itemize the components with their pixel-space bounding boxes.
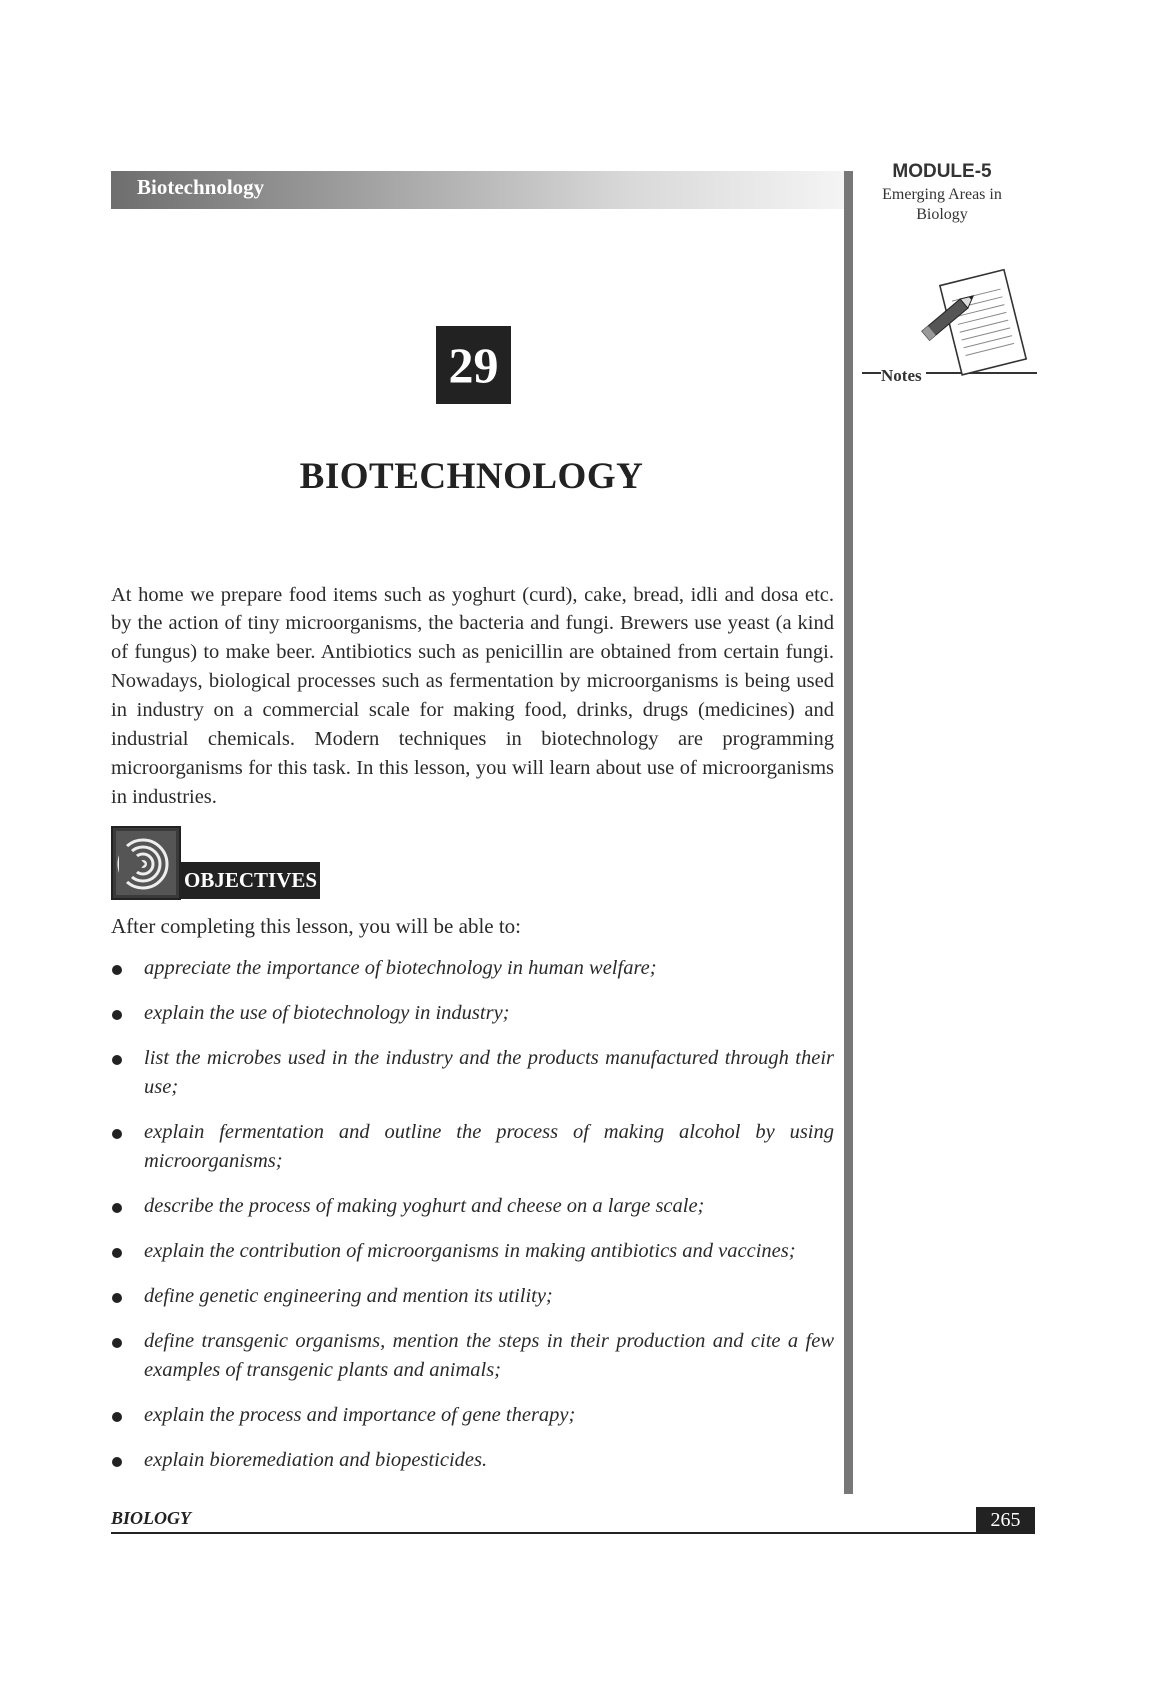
- bullet-icon: [112, 1338, 122, 1348]
- objective-text: describe the process of making yoghurt and cheese on a large scale;: [144, 1195, 705, 1217]
- bullet-icon: [112, 965, 122, 975]
- list-item: [111, 954, 834, 983]
- footer-subject: BIOLOGY: [111, 1508, 191, 1528]
- chapter-number: 29: [436, 326, 511, 404]
- objective-text: list the microbes used in the industry and the products manufactured through their use;: [144, 1047, 834, 1098]
- objective-text: define genetic engineering and mention its utility;: [144, 1285, 553, 1307]
- objective-text: appreciate the importance of biotechnology in human welfare;: [144, 957, 657, 979]
- list-item: [111, 1282, 834, 1311]
- list-item: [111, 1401, 834, 1430]
- objective-text: explain fermentation and outline the process of making alcohol by using microorganisms;: [144, 1121, 834, 1172]
- margin-divider: [844, 171, 853, 1494]
- notes-label: Notes: [881, 366, 926, 386]
- bullet-icon: [112, 1010, 122, 1020]
- notepad-pencil-icon: [920, 258, 1032, 388]
- bullet-icon: [112, 1055, 122, 1065]
- list-item: [111, 1044, 834, 1102]
- bullet-icon: [112, 1412, 122, 1422]
- target-icon: [111, 826, 181, 900]
- list-item: [111, 1118, 834, 1176]
- footer-rule: [111, 1532, 1035, 1534]
- objective-text: define transgenic organisms, mention the steps in their production and cite a few examples of transgenic plants and animals;: [144, 1330, 834, 1381]
- objectives-list: [111, 954, 834, 1491]
- section-header-bar: [111, 171, 844, 209]
- intro-paragraph: At home we prepare food items such as yoghurt (curd), cake, bread, idli and dosa etc. by the action of tiny microorganisms, the bacteria and fungi. Brewers use yeast (a kind of fungus) to make beer. Antibiotics such as penicillin are obtained from certain fungi. Nowadays, biological processes such as fermentation by microorganisms is being used in industry on a commercial scale for making food, drinks, drugs (medicines) and industrial chemicals. Modern techniques in biotechnology are programming microorganisms for this task. In this lesson, you will learn about use of microorganisms in industries.: [111, 583, 834, 808]
- list-item: [111, 999, 834, 1028]
- list-item: [111, 1237, 834, 1266]
- objective-text: explain the use of biotechnology in industry;: [144, 1002, 510, 1024]
- list-item: [111, 1327, 834, 1385]
- list-item: [111, 1446, 834, 1475]
- objective-text: explain the process and importance of gene therapy;: [144, 1404, 576, 1426]
- objective-text: explain bioremediation and biopesticides.: [144, 1449, 488, 1471]
- bullet-icon: [112, 1129, 122, 1139]
- bullet-icon: [112, 1293, 122, 1303]
- list-item: [111, 1192, 834, 1221]
- bullet-icon: [112, 1457, 122, 1467]
- page-number: 265: [976, 1507, 1035, 1534]
- module-subtitle: Emerging Areas in Biology: [882, 186, 1002, 223]
- objective-text: explain the contribution of microorganisms in making antibiotics and vaccines;: [144, 1240, 796, 1262]
- objectives-lead: After completing this lesson, you will be able to:: [111, 914, 522, 938]
- module-label: [862, 161, 1022, 225]
- section-title: Biotechnology: [137, 175, 265, 199]
- module-number: MODULE-5: [892, 161, 992, 182]
- bullet-icon: [112, 1203, 122, 1213]
- objectives-heading: OBJECTIVES: [181, 862, 320, 899]
- chapter-title: BIOTECHNOLOGY: [299, 456, 644, 497]
- bullet-icon: [112, 1248, 122, 1258]
